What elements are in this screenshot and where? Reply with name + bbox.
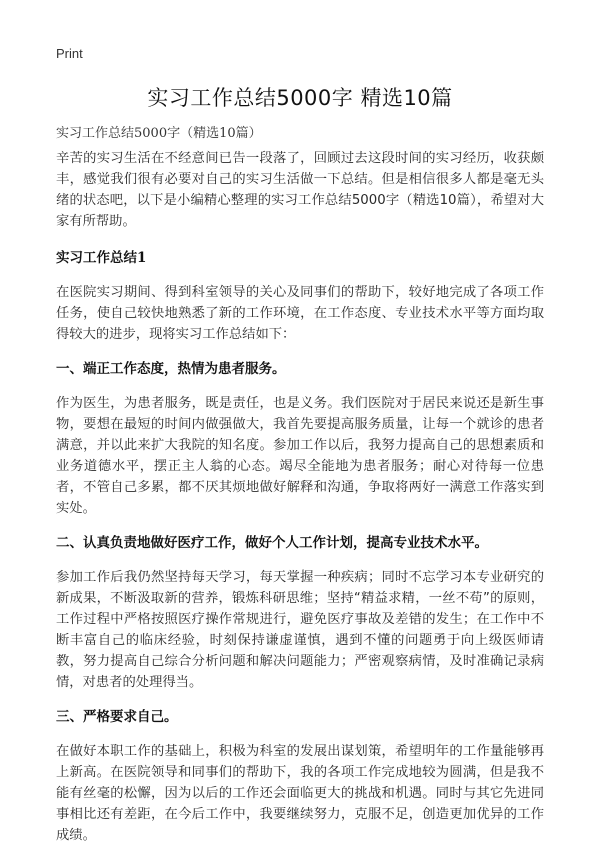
point2-paragraph: 参加工作后我仍然坚持每天学习，每天掌握一种疾病；同时不忘学习本专业研究的新成果，不断汲取新的营养，锻炼科研思维；坚持“精益求精，一丝不苟”的原则，工作过程中严格按照医疗操作常规进行，避免医疗事故及差错的发生；在工作中不断丰富自己的临床经验，时刻保持谦虚谨慎，遇到不懂的问题勇于向上级医师请教，努力提高自己综合分析问题和解决问题能力；严密观察病情，及时准确记录病情，对患者的处理得当。 bbox=[56, 570, 544, 690]
print-link[interactable]: Print bbox=[56, 46, 83, 61]
document-subtitle: 实习工作总结5000字（精选10篇） bbox=[56, 126, 262, 141]
page-title: 实习工作总结5000字 精选10篇 bbox=[147, 86, 453, 110]
point1-paragraph: 作为医生，为患者服务，既是责任，也是义务。我们医院对于居民来说还是新生事物，要想在最短的时间内做强做大，我首先要提高服务质量，让每一个就诊的患者满意，并以此来扩大我院的知名度。参加工作以后，我努力提高自己的思想素质和业务道德水平，摆正主人翁的心态。竭尽全能地为患者服务；耐心对待每一位患者，不管自己多累，都不厌其烦地做好解释和沟通，争取将两好一满意工作落实到实处。 bbox=[56, 396, 544, 516]
point3-paragraph: 在做好本职工作的基础上，积极为科室的发展出谋划策，希望明年的工作量能够再上新高。在医院领导和同事们的帮助下，我的各项工作完成地较为圆满，但是我不能有丝毫的松懈，因为以后的工作还会面临更大的挑战和机遇。同时与其它先进同事相比还有差距，在今后工作中，我要继续努力，克服不足，创造更加优异的工作成绩。 bbox=[56, 744, 544, 843]
point-heading-3: 三、严格要求自己。 bbox=[56, 709, 178, 725]
section1-intro-paragraph: 在医院实习期间、得到科室领导的关心及同事们的帮助下，较好地完成了各项工作任务，使自己较快地熟悉了新的工作环境，在工作态度、专业技术水平等方面均取得较大的进步，现将实习工作总结如下： bbox=[56, 285, 544, 342]
intro-paragraph: 辛苦的实习生活在不经意间已告一段落了，回顾过去这段时间的实习经历，收获颇丰，感觉我们很有必要对自己的实习生活做一下总结。但是相信很多人都是毫无头绪的状态吧，以下是小编精心整理的实习工作总结5000字（精选10篇），希望对大家有所帮助。 bbox=[56, 151, 544, 229]
point-heading-2: 二、认真负责地做好医疗工作，做好个人工作计划，提高专业技术水平。 bbox=[56, 535, 488, 551]
point-heading-1: 一、端正工作态度，热情为患者服务。 bbox=[56, 361, 286, 377]
section-heading-1: 实习工作总结1 bbox=[56, 250, 147, 266]
article-body bbox=[56, 148, 544, 860]
